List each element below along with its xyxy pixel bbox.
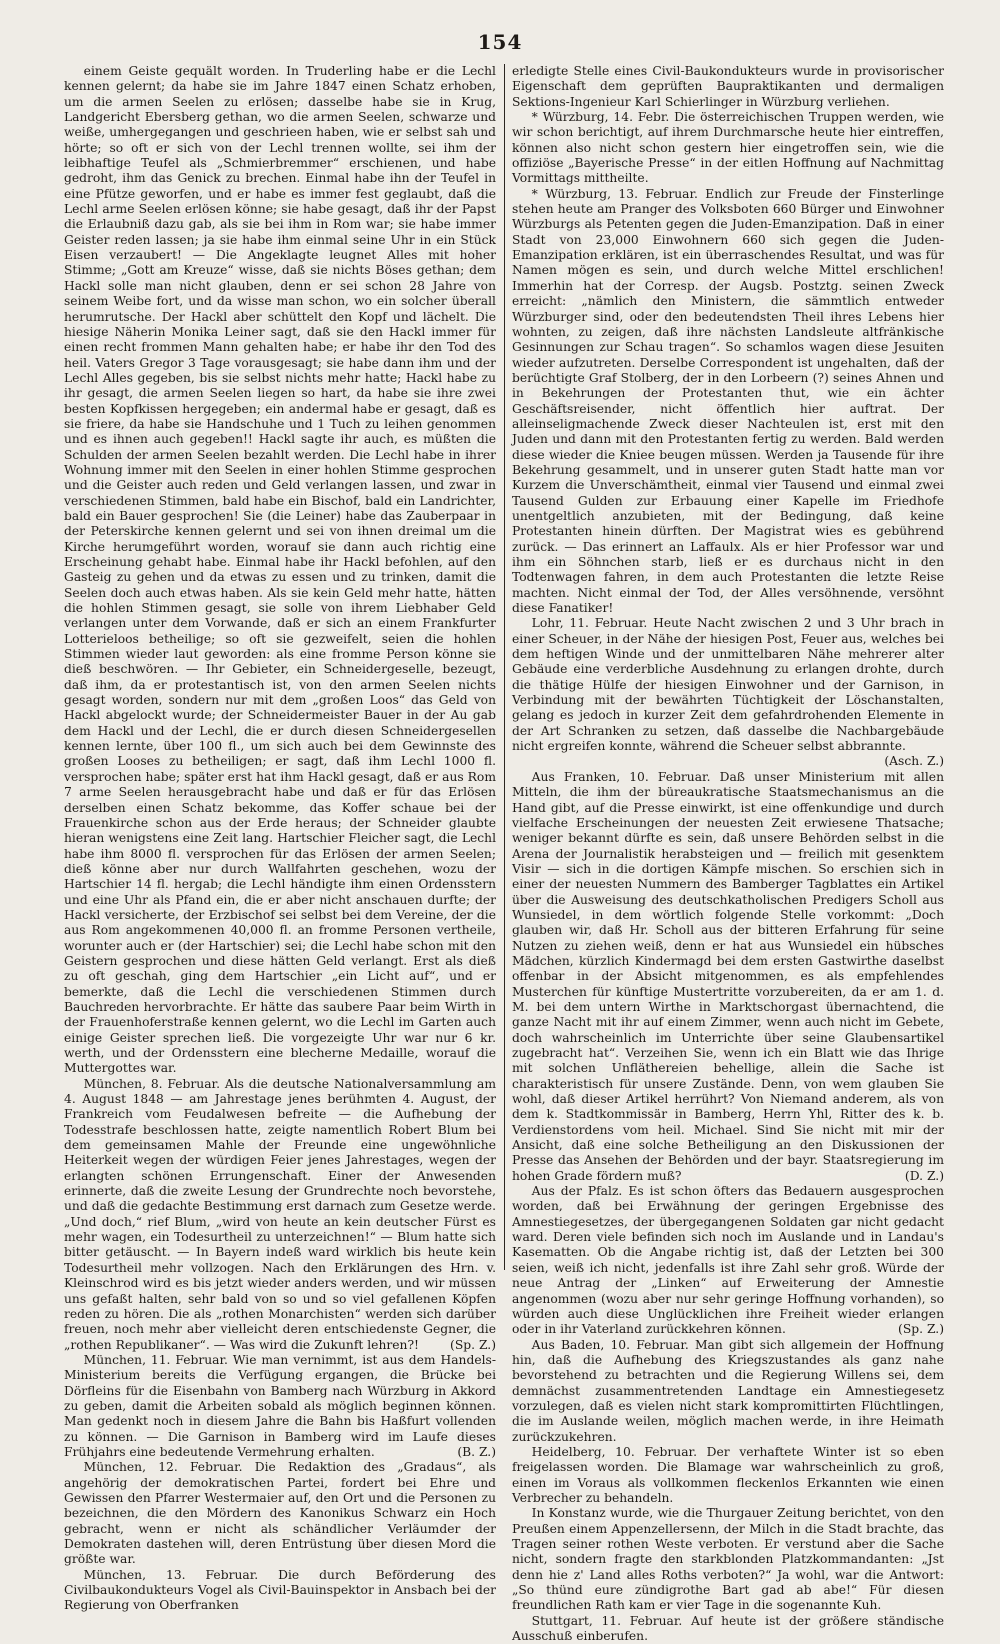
article-paragraph [512,1338,944,1445]
source-attribution: (Asch. Z.) [884,754,944,769]
source-attribution: (Sp. Z.) [898,1322,944,1337]
article-text: * Würzburg, 14. Febr. Die österreichischen Truppen werden, wie wir schon berichtigt, auf ihrem Durchmarsche heute hier eintreffen, können also nicht schon gestern hier eingetroffen sein, wie die offiziöse „Bayerische Presse“ in der eitlen Hoffnung auf Nachmittag Vormittags mittheilte. [512,110,944,186]
article-paragraph [512,64,944,110]
article-paragraph [64,1353,496,1460]
article-paragraph [512,187,944,617]
left-column [64,64,496,1613]
article-text: München, 11. Februar. Wie man vernimmt, ist aus dem Handels-Ministerium bereits die Verfügung ergangen, die Brücke bei Dörfleins für die Eisenbahn von Bamberg nach Würzburg in Akkord zu geben, damit die Arbeiten sobald als möglich beginnen können. Man gedenkt noch in diesem Jahre die Bahn bis Haßfurt vollenden zu können. — Die Garnison in Bamberg wird im Laufe dieses Frühjahrs eine bedeutende Vermehrung erhalten. [64,1352,496,1459]
column-divider [504,64,505,1270]
article-paragraph [512,1445,944,1506]
source-attribution: (Sp. Z.) [450,1337,496,1352]
article-text: Aus Franken, 10. Februar. Daß unser Ministerium mit allen Mitteln, die ihm der büreaukratische Staatsmechanismus an die Hand gibt, auf die Presse einwirkt, ist eine offenkundige und durch vielfache Erscheinungen der neuesten Zeit erwiesene Thatsache; weniger bekannt dürfte es sein, daß unsere Behörden selbst in die Arena der Journalistik herabsteigen und — freilich mit gesenktem Visir — sich in die dortigen Kämpfe mischen. So erschien sich in einer der neuesten Nummern des Bamberger Tagblattes ein Artikel über die Ausweisung des deutschkatholischen Predigers Scholl aus Wunsiedel, in dem wörtlich folgende Stelle vorkommt: „Doch glauben wir, daß Hr. Scholl aus der bitteren Erfahrung für seine Nutzen zu ziehen weiß, denn er hat aus Wunsiedel ein hübsches Mädchen, kürzlich Kindermagd bei dem ersten Gastwirthe daselbst offenbar in der Absicht mitgenommen, es als empfehlendes Musterchen für künftige Mustertritte vorzubereiten, da er am 1. d. M. bei dem untern Wirthe in Marktschorgast übernachtend, die ganze Nacht mit ihr auf einem Zimmer, wenn auch nicht im Gebete, doch wahrscheinlich im Unterrichte über seine Glaubensartikel zugebracht hat“. Verzeihen Sie, wenn ich ein Blatt wie das Ihrige mit solchen Unfläthereien behellige, allein die Sache ist charakteristisch für unsere Zustände. Denn, von wem glauben Sie wohl, daß dieser Artikel herrührt? Von Niemand anderem, als von dem k. Stadtkommissär in Bamberg, Herrn Yhl, Ritter des k. b. Verdienstordens vom heil. Michael. Sind Sie nicht mit mir der Ansicht, daß eine solche Betheiligung an den Diskussionen der Presse das Ansehen der Behörden und der bayr. Staatsregierung im hohen Grade fördern muß? [512,769,944,1183]
article-paragraph [512,1614,944,1644]
article-text: Aus Baden, 10. Februar. Man gibt sich allgemein der Hoffnung hin, daß die Aufhebung des Kriegszustandes als ganz nahe bevorstehend zu betrachten und die Regierung Willens sei, dem demnächst zusammentretenden Landtage ein Amnestiegesetz vorzulegen, daß es vielen nicht stark kompromittirten Flüchtlingen, die im Auslande weilen, möglich machen werde, in ihre Heimath zurückzukehren. [512,1337,944,1444]
source-attribution: (B. Z.) [457,1444,496,1459]
article-text: München, 8. Februar. Als die deutsche Nationalversammlung am 4. August 1848 — am Jahrestage jenes berühmten 4. August, der Frankreich vom Feudalwesen befreite — die Aufhebung der Todesstrafe beschlossen hatte, zeigte namentlich Robert Blum bei dem gemeinsamen Mahle der Freunde eine ungewöhnliche Heiterkeit wegen der würdigen Feier jenes Jahrestages, wegen der erlangten schönen Errungenschaft. Einer der Anwesenden erinnerte, daß die zweite Lesung der Grundrechte noch bevorstehe, und daß die gedachte Bestimmung erst darnach zum Gesetze werde. „Und doch,“ rief Blum, „wird von heute an kein deutscher Fürst es mehr wagen, ein Todesurtheil zu unterzeichnen!“ — Blum hatte sich bitter getäuscht. — In Bayern indeß ward wirklich bis heute kein Todesurtheil mehr vollzogen. Nach den Erklärungen des Hrn. v. Kleinschrod wird es bis jetzt wieder anders werden, und wir müssen uns gefaßt halten, sehr bald von so und so viel gefallenen Köpfen reden zu hören. Die als „rothen Monarchisten“ werden sich darüber freuen, noch mehr aber vielleicht deren entschiedenste Gegner, die „rothen Republikaner“. — Was wird die Zukunft lehren?! [64,1076,496,1352]
article-paragraph [512,1184,944,1337]
article-text: München, 13. Februar. Die durch Beförderung des Civilbaukondukteurs Vogel als Civil-Bauinspektor in Ansbach bei der Regierung von Oberfranken [64,1567,496,1613]
article-text: Stuttgart, 11. Februar. Auf heute ist der größere ständische Ausschuß einberufen. [512,1613,944,1644]
article-paragraph [512,1506,944,1613]
article-paragraph [512,770,944,1184]
article-text: einem Geiste gequält worden. In Truderling habe er die Lechl kennen gelernt; da habe sie im Jahre 1847 einen Schatz erhoben, um die armen Seelen zu erlösen; dasselbe habe sie in Krug, Landgericht Ebersberg gethan, wo die armen Seelen, schwarze und weiße, umhergegangen und geschrieen haben, wie er selbst sah und hörte; so oft er sich von der Lechl trennen wollte, sei ihm der leibhaftige Teufel als „Schmierbremmer“ erschienen, und habe gedroht, ihm das Genick zu brechen. Einmal habe ihn der Teufel in eine Pfütze geworfen, und er habe es immer fest geglaubt, daß die Lechl arme Seelen erlösen könne; sie habe gesagt, daß ihr der Papst die Erlaubniß dazu gab, als sie bei ihm in Rom war; sie habe immer Geister reden lassen; ja sie habe ihm einmal seine Uhr in ein Stück Eisen verzaubert! — Die Angeklagte leugnet Alles mit hoher Stimme; „Gott am Kreuze“ wisse, daß sie nichts Böses gethan; dem Hackl solle man nicht glauben, denn er sei schon 28 Jahre von seinem Weibe fort, und da wisse man schon, wo ein solcher überall herumrutsche. Der Hackl aber schüttelt den Kopf und lächelt. Die hiesige Näherin Monika Leiner sagt, daß sie den Hackl immer für einen recht frommen Mann gehalten habe; er habe ihr den Tod des heil. Vaters Gregor 3 Tage vorausgesagt; sie habe dann ihm und der Lechl Alles gegeben, bis sie selbst nichts mehr hatte; Hackl habe zu ihr gesagt, die armen Seelen liegen so hart, da habe sie ihre zwei besten Kopfkissen hergegeben; ein andermal habe er gesagt, daß es sie friere, da habe sie Handschuhe und 1 Tuch zu leihen genommen und es ihnen auch gegeben!! Hackl sagte ihr auch, es müßten die Schulden der armen Seelen bezahlt werden. Die Lechl habe in ihrer Wohnung immer mit den Seelen in einer hohlen Stimme gesprochen und die Geister auch reden und Geld verlangen lassen, und zwar in verschiedenen Stimmen, bald habe ein Bischof, bald ein Landrichter, bald ein Bauer gesprochen! Sie (die Leiner) habe das Zauberpaar in der Peterskirche kennen gelernt und sei von ihnen dreimal um die Kirche herumgeführt worden, worauf sie dann auch richtig eine Erscheinung gehabt habe. Einmal habe ihr Hackl befohlen, auf den Gasteig zu gehen und da etwas zu essen und zu trinken, damit die Seelen doch auch etwas haben. Als sie kein Geld mehr hatte, hätten die hohlen Stimmen gesagt, sie solle von ihrem Liebhaber Geld verlangen unter dem Vorwande, daß er sich an einem Frankfurter Lotterieloos betheilige; so oft sie gezweifelt, seien die hohlen Stimmen wieder laut geworden: als eine fromme Person könne sie dieß beschwören. — Ihr Gebieter, ein Schneidergeselle, bezeugt, daß ihm, da er protestantisch ist, von den armen Seelen nichts gesagt worden, sondern nur mit dem „großen Loos“ das Geld von Hackl abgelockt wurde; der Schneidermeister Bauer in der Au gab dem Hackl und der Lechl, die er durch diesen Schneidergesellen kennen lernte, über 100 fl., um sich auch bei dem Gewinnste des großen Looses zu betheiligen; er sagt, daß ihm Lechl 1000 fl. versprochen habe; später erst hat ihm Hackl gesagt, daß er aus Rom 7 arme Seelen herausgebracht habe und daß er für das Erlösen derselben einen Schatz bekomme, das Koffer schaue bei der Frauenkirche schon aus der Erde heraus; der Schneider glaubte hieran wenigstens eine Zeit lang. Hartschier Fleicher sagt, die Lechl habe ihm 8000 fl. versprochen für das Erlösen der armen Seelen; dieß könne aber nur durch Wallfahrten geschehen, wozu der Hartschier 14 fl. hergab; die Lechl händigte ihm einen Ordensstern und eine Uhr als Pfand ein, die er aber nicht anschauen durfte; der Hackl versicherte, der Erzbischof sei selbst bei dem Vereine, der die aus Rom angekommenen 40,000 fl. an fromme Personen vertheile, worunter auch er (der Hartschier) sei; die Lechl habe schon mit den Geistern gesprochen und diese hätten Geld verlangt. Erst als dieß zu oft geschah, ging dem Hartschier „ein Licht auf“, und er bemerkte, daß die Lechl die verschiedenen Stimmen durch Bauchreden hervorbrachte. Er hätte das saubere Paar beim Wirth in der Frauenhoferstraße kennen gelernt, wo die Lechl im Garten auch einige Geister sprechen ließ. Die vorgezeigte Uhr war nur 6 kr. werth, und der Ordensstern eine blecherne Medaille, worauf die Muttergottes war. [64,64,496,1076]
right-column [512,64,944,1644]
article-paragraph [512,110,944,187]
article-paragraph [512,616,944,769]
article-text: erledigte Stelle eines Civil-Baukondukteurs wurde in provisorischer Eigenschaft dem geprüften Baupraktikanten und dermaligen Sektions-Ingenieur Karl Schierlinger in Würzburg verliehen. [512,64,944,109]
article-text: Lohr, 11. Februar. Heute Nacht zwischen 2 und 3 Uhr brach in einer Scheuer, in der Nähe der hiesigen Post, Feuer aus, welches bei dem heftigen Winde und der unmittelbaren Nähe mehrerer alter Gebäude eine verderbliche Ausdehnung zu erlangen drohte, durch die thätige Hülfe der hiesigen Einwohner und der Garnison, in Verbindung mit der bewährten Tüchtigkeit der Löschanstalten, gelang es jedoch in kurzer Zeit dem gefahrdrohenden Elemente in der Art Schranken zu setzen, daß dasselbe die Nachbargebäude nicht ergreifen konnte, während die Scheuer selbst abbrannte. [512,616,944,754]
article-text: München, 12. Februar. Die Redaktion des „Gradaus“, als angehörig der demokratischen Partei, fordert bei Ehre und Gewissen den Pfarrer Westermaier auf, den Ort und die Personen zu bezeichnen, die den Mördern des Kanonikus Schwarz ein Hoch gebracht, wenn er nicht als schändlicher Verläumder der Demokraten dastehen will, deren Entrüstung über diesen Mord die größte war. [64,1460,496,1567]
page-number: 154 [477,30,523,54]
article-paragraph [64,64,496,1077]
article-text: * Würzburg, 13. Februar. Endlich zur Freude der Finsterlinge stehen heute am Pranger des Volksboten 660 Bürger und Einwohner Würzburgs als Petenten gegen die Juden-Emanzipation. Daß in einer Stadt von 23,000 Einwohnern 660 sich gegen die Juden-Emanzipation erklären, ist ein überraschendes Resultat, und was für Namen mögen es sein, und durch welche Mittel erschlichen! Immerhin hat der Corresp. der Augsb. Postztg. seinen Zweck erreicht: „nämlich den Ministern, die sämmtlich entweder Würzburger sind, oder den bedeutendsten Theil ihres Lebens hier wohnten, zu zeigen, daß ihre nächsten Landsleute altfränkische Gesinnungen zur Schau tragen“. So schamlos wagen diese Jesuiten wieder aufzutreten. Derselbe Correspondent ist ungehalten, daß der berüchtigte Graf Stolberg, der in den Lorbeern (?) seines Ahnen und in Bekehrungen der Protestanten thut, wie ein ächter Geschäftsreisender, nicht öffentlich hier auftrat. Der alleinseligmachende Zweck dieser Nachteulen ist, erst mit den Juden und dann mit den Protestanten fertig zu werden. Bald werden diese wieder die Kniee beugen müssen. Werden ja Tausende für ihre Bekehrung gesammelt, und in unserer guten Stadt hatte man vor Kurzem die Unverschämtheit, einmal vier Tausend und einmal zwei Tausend Gulden zur Erbauung einer Kapelle im Friedhofe unentgeltlich anzubieten, mit der Bedingung, daß keine Protestanten hinein dürften. Der Magistrat wies es gebührend zurück. — Das erinnert an Laffaulx. Als er hier Professor war und ihm ein Söhnchen starb, ließ er es durchaus nicht in den Todtenwagen fahren, in dem auch Protestanten die letzte Reise machten. Nicht einmal der Tod, der Alles versöhnende, versöhnt diese Fanatiker! [512,186,944,616]
article-text: Aus der Pfalz. Es ist schon öfters das Bedauern ausgesprochen worden, daß bei Erwähnung der geringen Ergebnisse des Amnestiegesetzes, der übergegangenen Soldaten gar nicht gedacht ward. Deren viele befinden sich noch im Auslande und in Landau's Kasematten. Ob die Angabe richtig ist, daß der Letzten bei 300 seien, weiß ich nicht, jedenfalls ist ihre Zahl sehr groß. Würde der neue Antrag der „Linken“ auf Erweiterung der Amnestie angenommen (wozu aber nur sehr geringe Hoffnung vorhanden), so würden auch diese Unglücklichen ihre Freiheit wieder erlangen oder in ihr Vaterland zurückkehren können. [512,1184,944,1337]
source-attribution: (D. Z.) [904,1168,944,1183]
article-paragraph [64,1568,496,1614]
article-paragraph [64,1077,496,1353]
article-text: In Konstanz wurde, wie die Thurgauer Zeitung berichtet, von den Preußen einem Appenzellersenn, der Milch in die Stadt brachte, das Tragen seiner rothen Weste verboten. Er verstund aber die Sache nicht, sondern fragte den starkblonden Platzkommandanten: „Jst denn hie z' Land alles Roths verboten?“ Ja wohl, war die Antwort: „So thünd eure zündigrothe Bart gad ab abe!“ Für diesen freundlichen Rath kam er vier Tage in die sogenannte Kuh. [512,1506,944,1613]
article-paragraph [64,1460,496,1567]
article-text: Heidelberg, 10. Februar. Der verhaftete Winter ist so eben freigelassen worden. Die Blamage war wahrscheinlich zu groß, einen im Voraus als vollkommen fleckenlos Erkannten wie einen Verbrecher zu behandeln. [512,1444,944,1505]
